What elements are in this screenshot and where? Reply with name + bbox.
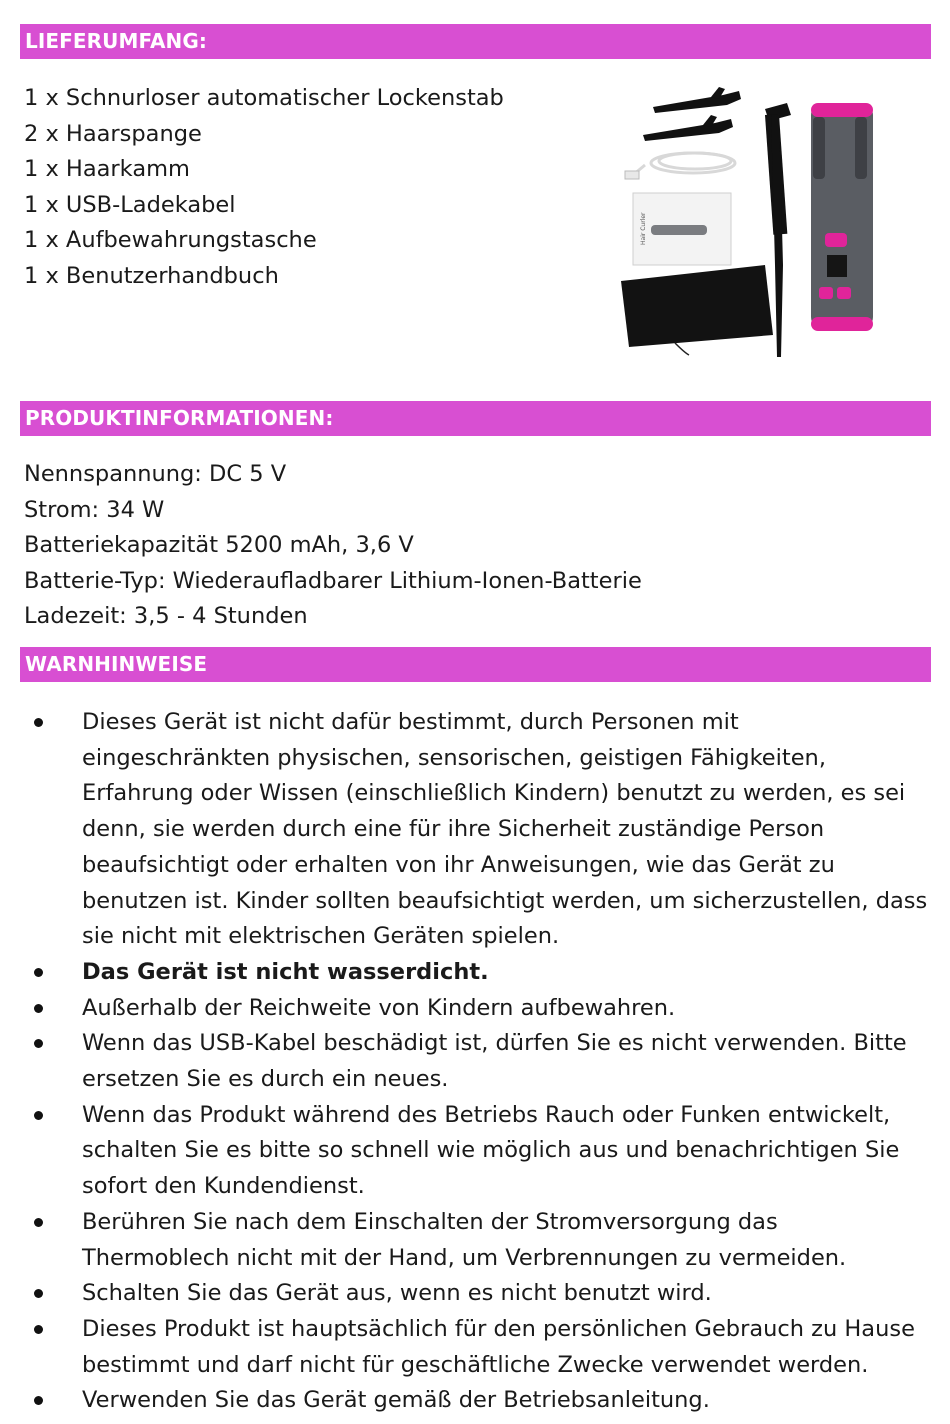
warning-text: Dieses Produkt ist hauptsächlich für den persönlichen Gebrauch zu Hause bestimmt und darf nicht für geschäftliche Zwecke verwendet werden. — [82, 1315, 915, 1378]
warning-text: Dieses Gerät ist nicht dafür bestimmt, durch Personen mit eingeschränkten physischen, sensorischen, geistigen Fähigkeiten, Erfahrung oder Wissen (einschließlich Kindern) benutzt zu werden, es sei denn, sie werden durch eine für ihre Sicherheit zuständige Person beaufsichtigt oder erhalten von ihr Anweisungen, wie das Gerät zu benutzen ist. Kinder sollten beaufsichtigt werden, um sicherzustellen, dass sie nicht mit elektrischen Geräten spielen. — [82, 709, 928, 950]
warning-item — [0, 955, 950, 991]
display-icon — [827, 255, 847, 277]
bullet-icon — [34, 968, 43, 977]
section-heading-warnings: WARNHINWEISE — [20, 647, 931, 682]
contents-item: 1 x Haarkamm — [24, 156, 190, 182]
product-info-item: Nennspannung: DC 5 V — [24, 461, 287, 487]
bullet-icon — [34, 1289, 43, 1298]
product-info-item: Batterie-Typ: Wiederaufladbarer Lithium-Ionen-Batterie — [24, 567, 642, 594]
warning-item — [0, 1098, 950, 1205]
user-manual-icon — [633, 193, 731, 265]
warning-text: Schalten Sie das Gerät aus, wenn es nicht benutzt wird. — [82, 1280, 712, 1307]
contents-item: 1 x Schnurloser automatischer Lockenstab — [24, 85, 504, 111]
contents-list — [24, 81, 504, 294]
warning-item — [0, 1276, 950, 1312]
hair-clip-icon — [643, 115, 733, 141]
hair-clip-icon — [653, 87, 741, 113]
manual-label: Hair Curler — [640, 212, 647, 245]
warning-text: Verwenden Sie das Gerät gemäß der Betriebsanleitung. — [82, 1387, 710, 1414]
bullet-icon — [34, 1004, 43, 1013]
bullet-icon — [34, 1218, 43, 1227]
hair-curler-device — [811, 103, 873, 331]
warnings-list — [0, 705, 950, 1419]
product-info-item: Strom: 34 W — [24, 496, 165, 523]
contents-item: 2 x Haarspange — [24, 120, 202, 147]
warning-item — [0, 1312, 950, 1383]
warning-item — [0, 1205, 950, 1276]
bullet-icon — [34, 1111, 43, 1120]
product-info-list — [24, 457, 642, 635]
warning-text: Außerhalb der Reichweite von Kindern aufbewahren. — [82, 994, 676, 1021]
warning-text: Berühren Sie nach dem Einschalten der Stromversorgung das Thermoblech nicht mit der Hand, um Verbrennungen zu vermeiden. — [82, 1208, 847, 1271]
section-heading-contents: LIEFERUMFANG: — [20, 24, 931, 59]
product-info-item: Ladezeit: 3,5 - 4 Stunden — [24, 603, 308, 629]
power-button-icon — [825, 233, 847, 247]
contents-item: 1 x Aufbewahrungstasche — [24, 227, 317, 253]
product-info-item: Batteriekapazität 5200 mAh, 3,6 V — [24, 532, 414, 558]
warning-text: Wenn das Produkt während des Betriebs Rauch oder Funken entwickelt, schalten Sie es bitte so schnell wie möglich aus und benachrichtigen Sie sofort den Kundendienst. — [82, 1101, 900, 1200]
section-heading-product-info: PRODUKTINFORMATIONEN: — [20, 401, 931, 436]
bullet-icon — [34, 1039, 43, 1048]
warning-text: Wenn das USB-Kabel beschädigt ist, dürfen Sie es nicht verwenden. Bitte ersetzen Sie es durch ein neues. — [82, 1030, 907, 1093]
warning-item — [0, 1383, 950, 1419]
warning-item — [0, 1026, 950, 1097]
product-image — [615, 85, 915, 365]
warning-item — [0, 705, 950, 955]
warning-text: Das Gerät ist nicht wasserdicht. — [82, 958, 489, 985]
warning-item — [0, 991, 950, 1027]
bullet-icon — [34, 718, 43, 727]
contents-item: 1 x Benutzerhandbuch — [24, 262, 279, 289]
bullet-icon — [34, 1325, 43, 1334]
usb-cable-icon — [625, 153, 735, 179]
bullet-icon — [34, 1396, 43, 1405]
storage-bag-icon — [621, 265, 773, 355]
contents-item: 1 x USB-Ladekabel — [24, 191, 236, 218]
